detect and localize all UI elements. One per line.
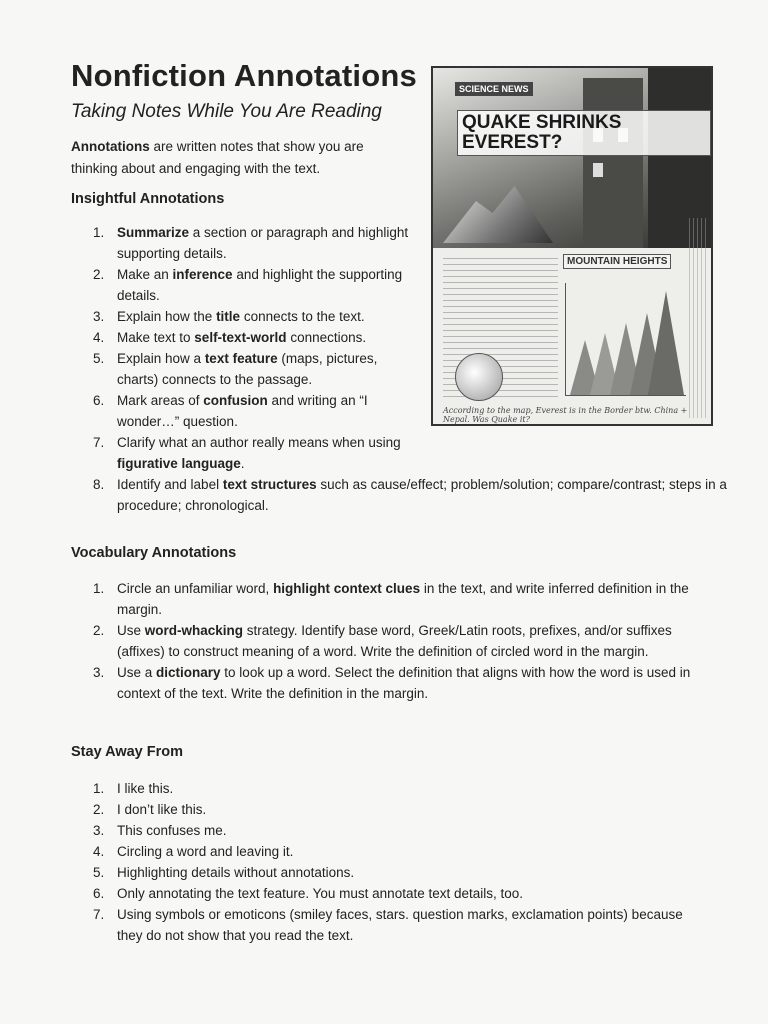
- list-item: [71, 662, 711, 704]
- item-text: Make text to: [117, 330, 195, 345]
- stay-away-heading: Stay Away From: [71, 744, 184, 760]
- item-text: and writing an “I wonder…” question.: [117, 393, 368, 429]
- list-number: 2.: [93, 267, 105, 282]
- page-title: Nonfiction Annotations: [71, 58, 417, 93]
- insightful-list: [71, 222, 757, 516]
- item-text: Use a: [117, 665, 157, 680]
- list-number: 6.: [93, 393, 105, 408]
- mountain-chart-title: MOUNTAIN HEIGHTS: [563, 254, 671, 269]
- list-item: [71, 327, 417, 348]
- item-text: I don’t like this.: [117, 802, 207, 817]
- item-text: Use: [117, 623, 145, 638]
- list-item: [71, 799, 711, 820]
- emphasis-text: figurative language: [117, 456, 241, 471]
- list-item: [71, 306, 417, 327]
- list-item: [71, 390, 417, 432]
- item-text: Explain how a: [117, 351, 205, 366]
- list-number: 7.: [93, 907, 105, 922]
- item-text: Circle an unfamiliar word,: [117, 581, 274, 596]
- emphasis-text: Summarize: [117, 225, 190, 240]
- item-text: a section or paragraph and highlight supporting details.: [117, 225, 409, 261]
- list-item: [71, 578, 711, 620]
- emphasis-text: word-whacking: [144, 623, 244, 638]
- list-number: 1.: [93, 581, 105, 596]
- vocabulary-list: [71, 578, 711, 704]
- list-number: 4.: [93, 844, 105, 859]
- item-text: connections.: [286, 330, 367, 345]
- emphasis-text: text feature: [204, 351, 278, 366]
- list-item: [71, 841, 711, 862]
- item-text: (maps, pictures, charts) connects to the passage.: [117, 351, 378, 387]
- list-number: 4.: [93, 330, 105, 345]
- item-text: Clarify what an author really means when using: [117, 435, 401, 450]
- emphasis-text: confusion: [203, 393, 268, 408]
- list-item: [71, 862, 711, 883]
- list-number: 2.: [93, 623, 105, 638]
- list-number: 3.: [93, 665, 105, 680]
- intro-text: are written notes that show you are thinking about and engaging with the text.: [71, 139, 364, 176]
- emphasis-text: inference: [172, 267, 233, 282]
- list-number: 1.: [93, 781, 105, 796]
- item-text: Only annotating the text feature. You must annotate text details, too.: [117, 886, 524, 901]
- item-text: in the text, and write inferred definition in the margin.: [117, 581, 689, 617]
- list-item: [71, 222, 417, 264]
- emphasis-text: text structures: [222, 477, 317, 492]
- intro-paragraph: [71, 136, 411, 180]
- emphasis-text: dictionary: [156, 665, 221, 680]
- list-item: [71, 778, 711, 799]
- emphasis-text: highlight context clues: [273, 581, 421, 596]
- insightful-heading: Insightful Annotations: [71, 191, 225, 207]
- item-text: to look up a word. Select the definition that aligns with how the word is used in context of the text. Write the definition in the margin.: [117, 665, 691, 701]
- list-item: [71, 883, 711, 904]
- item-text: I like this.: [117, 781, 174, 796]
- page-subtitle: Taking Notes While You Are Reading: [71, 101, 382, 122]
- handwritten-note: According to the map, Everest is in the Border btw. China + Nepal. Was Quake it?: [443, 406, 688, 424]
- list-number: 5.: [93, 865, 105, 880]
- list-item: [71, 264, 417, 306]
- item-text: and highlight the supporting details.: [117, 267, 403, 303]
- item-text: Explain how the: [117, 309, 217, 324]
- list-item: [71, 474, 757, 516]
- list-item: [71, 620, 711, 662]
- list-number: 6.: [93, 886, 105, 901]
- magazine-badge: SCIENCE NEWS: [455, 82, 533, 96]
- list-number: 2.: [93, 802, 105, 817]
- list-number: 1.: [93, 225, 105, 240]
- item-text: Circling a word and leaving it.: [117, 844, 294, 859]
- item-text: such as cause/effect; problem/solution; compare/contrast; steps in a procedure; chronological.: [117, 477, 727, 513]
- stay-away-list: [71, 778, 711, 946]
- item-text: This confuses me.: [117, 823, 227, 838]
- item-text: connects to the text.: [240, 309, 365, 324]
- item-text: strategy. Identify base word, Greek/Latin roots, prefixes, and/or suffixes (affixes) to construct meaning of a word. Write the definition of circled word in the margin.: [117, 623, 672, 659]
- intro-bold: Annotations: [71, 139, 150, 154]
- list-item: [71, 820, 711, 841]
- list-number: 7.: [93, 435, 105, 450]
- magazine-headline: QUAKE SHRINKS EVEREST?: [457, 110, 711, 156]
- vocabulary-heading: Vocabulary Annotations: [71, 545, 237, 561]
- item-text: Highlighting details without annotations.: [117, 865, 355, 880]
- item-text: Identify and label: [117, 477, 223, 492]
- emphasis-text: self-text-world: [194, 330, 287, 345]
- item-text: Mark areas of: [117, 393, 204, 408]
- list-number: 8.: [93, 477, 105, 492]
- list-item: [71, 904, 711, 946]
- item-text: Using symbols or emoticons (smiley faces, stars. question marks, exclamation points) because they do not show that you read the text.: [117, 907, 683, 943]
- emphasis-text: title: [216, 309, 241, 324]
- list-number: 5.: [93, 351, 105, 366]
- list-number: 3.: [93, 823, 105, 838]
- list-item: [71, 348, 417, 390]
- item-text: .: [240, 456, 245, 471]
- item-text: Make an: [117, 267, 173, 282]
- list-item: [71, 432, 417, 474]
- list-number: 3.: [93, 309, 105, 324]
